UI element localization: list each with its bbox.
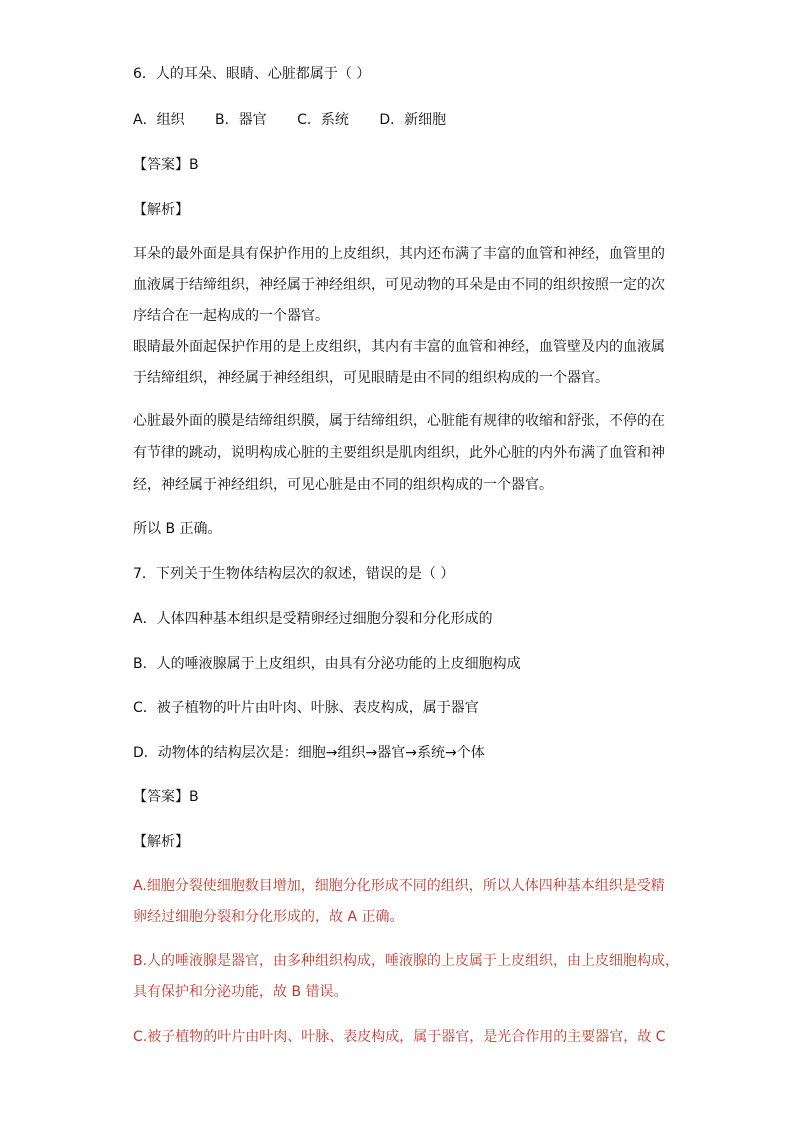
q6-analysis-line: 序结合在一起构成的一个器官。 <box>133 308 329 324</box>
q7-analysis-label: 【解析】 <box>133 834 189 850</box>
q7-analysis-line: A.细胞分裂使细胞数目增加，细胞分化形成不同的组织，所以人体四种基本组织是受精 <box>133 878 665 894</box>
q6-analysis-line: 血液属于结缔组织，神经属于神经组织，可见动物的耳朵是由不同的组织按照一定的次 <box>133 277 665 293</box>
q6-answer: 【答案】B <box>133 157 199 173</box>
q6-options <box>133 110 446 130</box>
q6-analysis-line: 有节律的跳动，说明构成心脏的主要组织是肌肉组织，此外心脏的内外布满了血管和神 <box>133 445 665 461</box>
q7-option-c: C．被子植物的叶片由叶肉、叶脉、表皮构成，属于器官 <box>133 700 479 716</box>
q7-analysis-line: B.人的唾液腺是器官，由多种组织构成，唾液腺的上皮属于上皮组织，由上皮细胞构成， <box>133 953 680 969</box>
q7-question: 7．下列关于生物体结构层次的叙述，错误的是（ ） <box>133 566 455 582</box>
q6-analysis-line: 心脏最外面的膜是结缔组织膜，属于结缔组织，心脏能有规律的收缩和舒张，不停的在 <box>133 413 665 429</box>
q6-analysis-line: 于结缔组织，神经属于神经组织，可见眼睛是由不同的组织构成的一个器官。 <box>133 370 609 386</box>
q7-analysis-line: 卵经过细胞分裂和分化形成的，故 A 正确。 <box>133 909 404 925</box>
q6-option-b: B．器官 <box>215 112 267 128</box>
q7-option-b: B．人的唾液腺属于上皮组织，由具有分泌功能的上皮细胞构成 <box>133 656 521 672</box>
q6-analysis-line: 经，神经属于神经组织，可见心脏是由不同的组织构成的一个器官。 <box>133 477 553 493</box>
q6-option-c: C．系统 <box>297 112 349 128</box>
q6-analysis-line: 眼睛最外面起保护作用的是上皮组织，其内有丰富的血管和神经，血管壁及内的血液属 <box>133 339 665 355</box>
q7-analysis-line: C.被子植物的叶片由叶肉、叶脉、表皮构成，属于器官，是光合作用的主要器官，故 C <box>133 1029 666 1045</box>
q7-answer: 【答案】B <box>133 789 199 805</box>
q6-option-a: A．组织 <box>133 112 185 128</box>
q6-option-d: D．新细胞 <box>379 112 447 128</box>
q7-option-d: D．动物体的结构层次是：细胞→组织→器官→系统→个体 <box>133 745 485 761</box>
q7-analysis-line: 具有保护和分泌功能，故 B 错误。 <box>133 984 348 1000</box>
q6-conclusion: 所以 B 正确。 <box>133 521 222 537</box>
q6-question: 6．人的耳朵、眼睛、心脏都属于（ ） <box>133 66 371 82</box>
q7-option-a: A．人体四种基本组织是受精卵经过细胞分裂和分化形成的 <box>133 611 493 627</box>
q6-analysis-line: 耳朵的最外面是具有保护作用的上皮组织，其内还布满了丰富的血管和神经，血管里的 <box>133 246 665 262</box>
q6-analysis-label: 【解析】 <box>133 202 189 218</box>
